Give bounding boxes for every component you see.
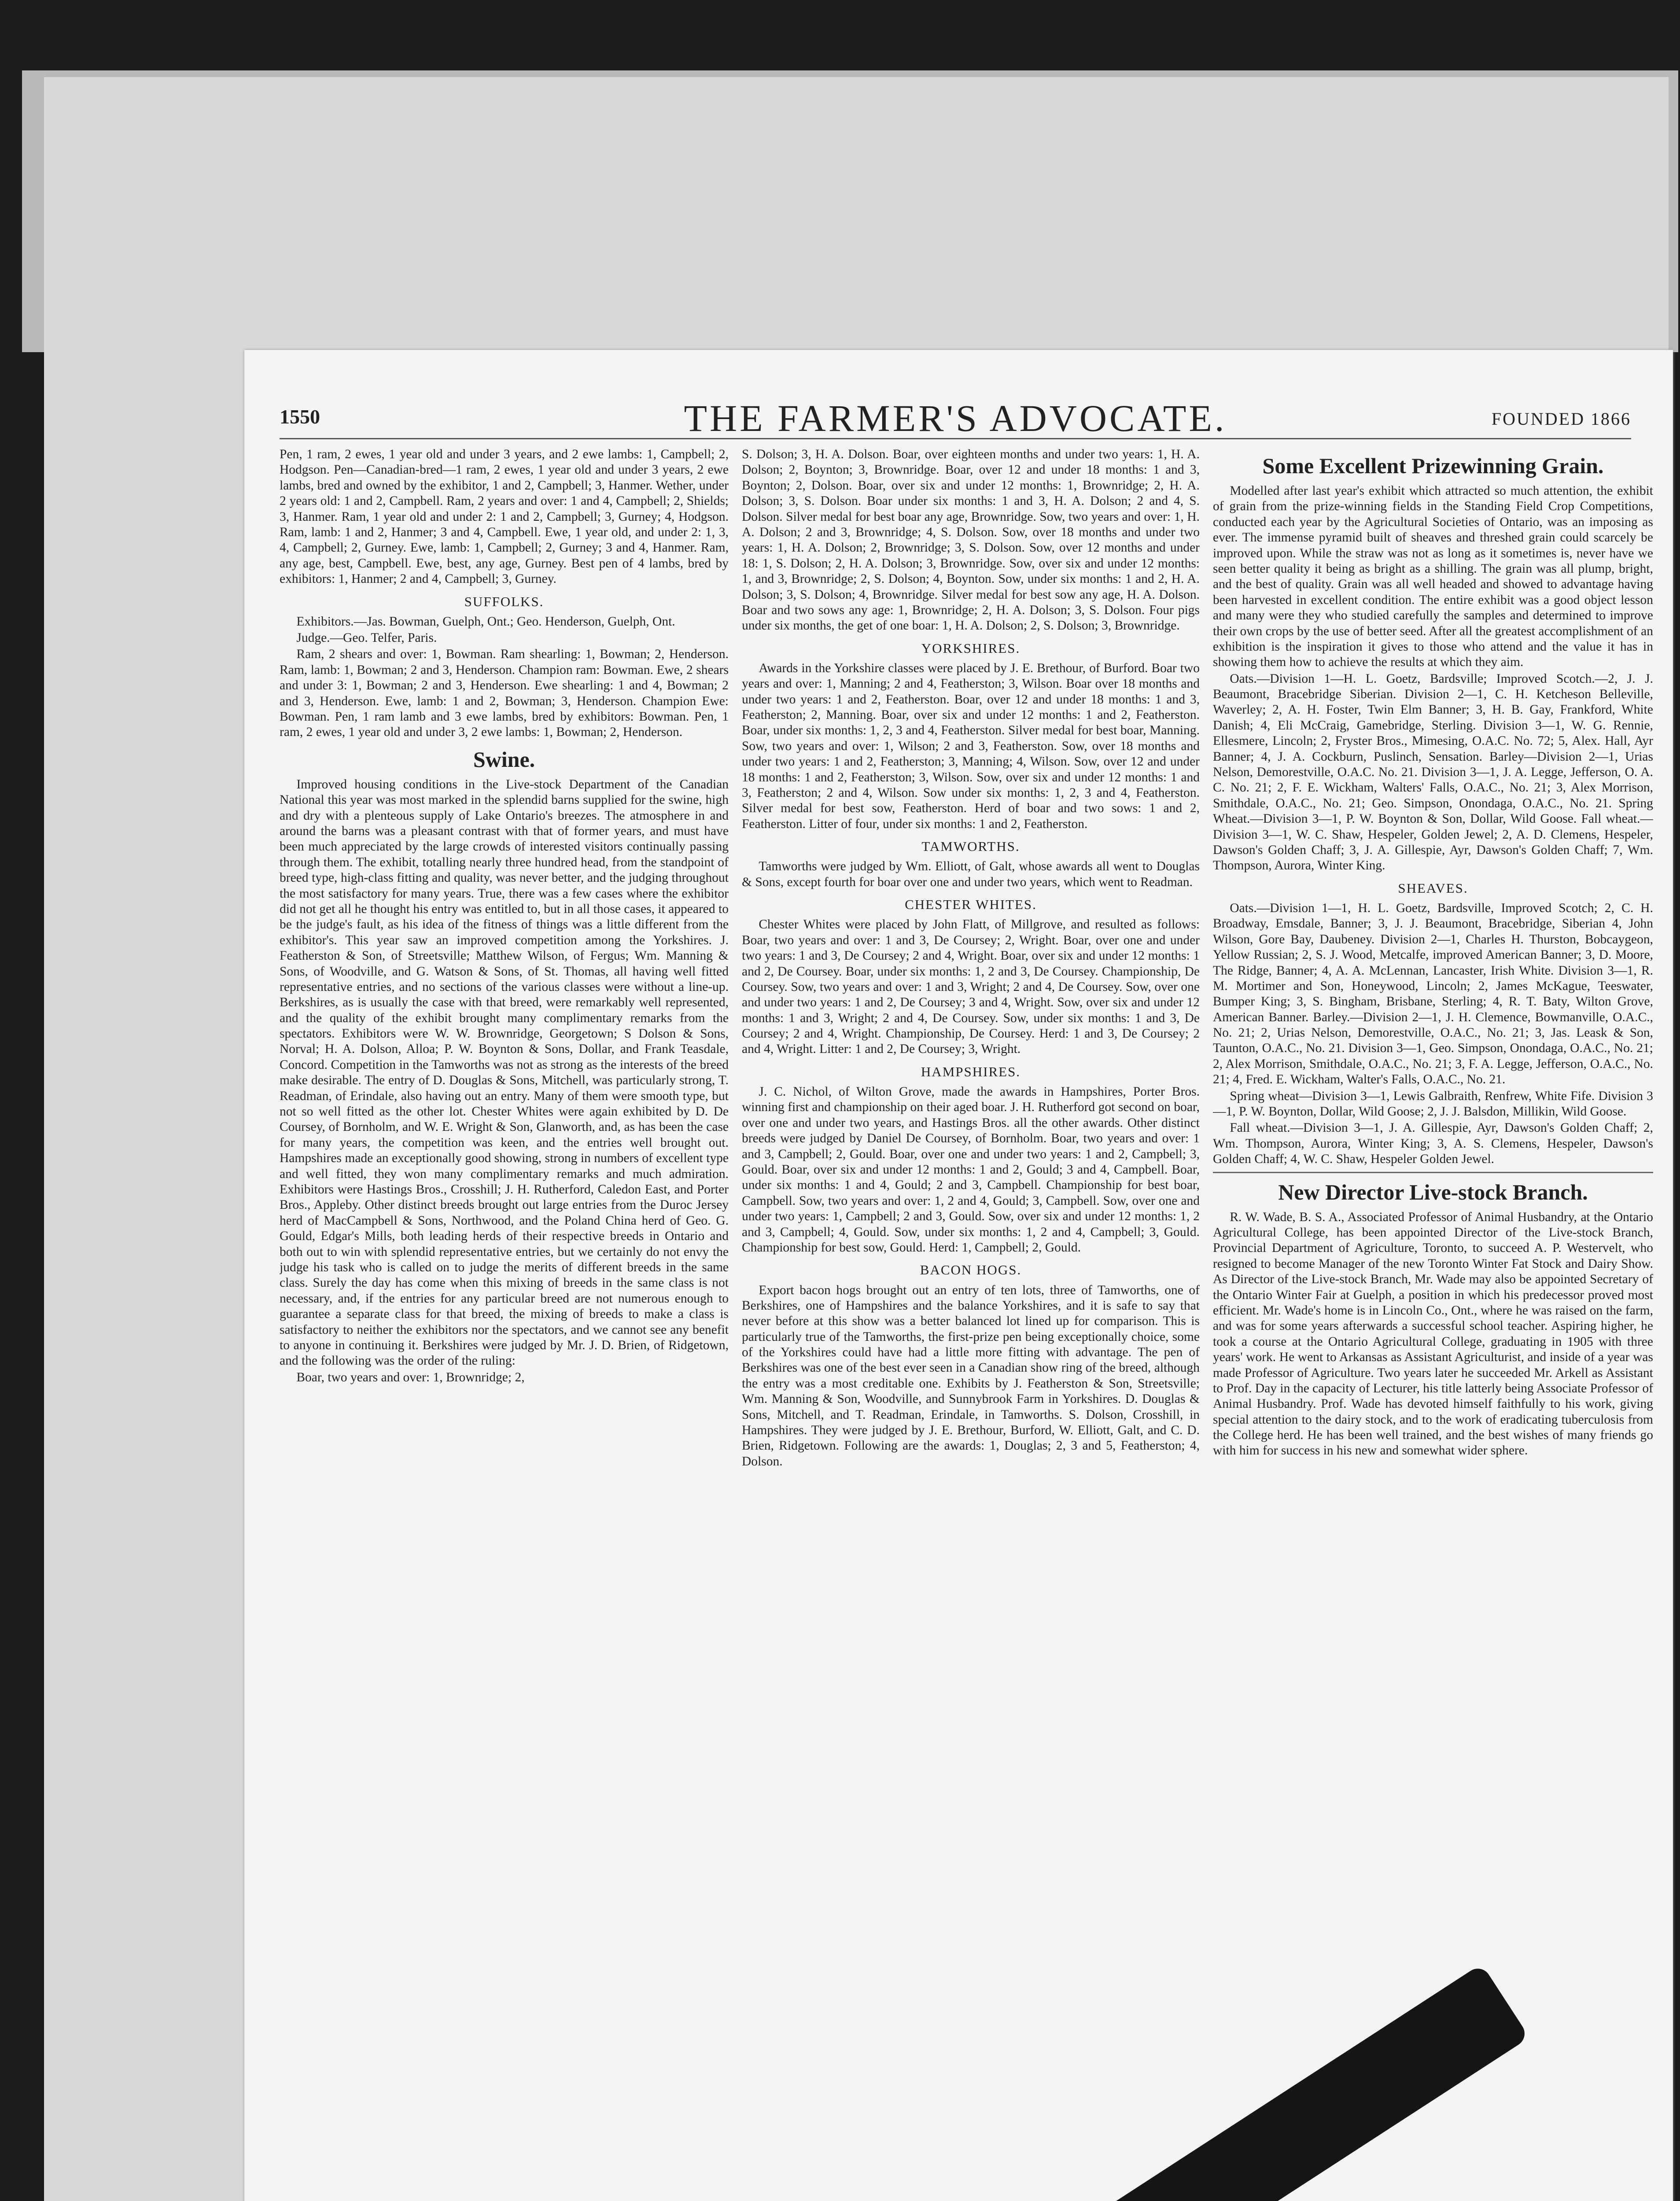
paragraph-sheaves-awards: Oats.—Division 1—1, H. L. Goetz, Bardsville, Improved Scotch; 2, C. H. Broadway, Emsdale, Banner; 3, J. J. Beaumont, Bracebridge, Siberian 4, John Wilson, Gore Bay, Daubeney. Division 2—1, Charles H. Thurston, Bobcaygeon, Yellow Russian; 2, S. J. Wood, Metcalfe, improved American Banner; 3, D. Moore, The Ridge, Banner; 4, A. A. McLennan, Lancaster, Irish White. Division 3—1, R. M. Mortimer and Son, Honeywood, Lincoln; 2, James McKague, Teeswater, Bumper King; 3, S. Bingham, Brisbane, Sterling; 4, R. T. Baty, Wilton Grove, American Banner. Barley.—Division 2—1, J. H. Clemence, Bowmanville, O.A.C., No. 21; 2, Urias Nelson, Demorestville, O.A.C., No. 21; 3, Jas. Leask & Son, Taunton, O.A.C., No. 21. Division 3—1, Geo. Simpson, Onondaga, O.A.C., No. 21; 2, Alex Morrison, Smithdale, O.A.C., No. 21; 3, F. A. Legge, Jefferson, O.A.C., No. 21; 4, Fred. E. Wickham, Walter's Falls, O.A.C., No. 21. xyxy=(1213,901,1653,1087)
subheading-hampshires: HAMPSHIRES. xyxy=(921,1064,1021,1079)
paragraph-swine-berkshire-awards: Boar, two years and over: 1, Brownridge; 2, xyxy=(296,1370,525,1384)
heading-prizewinning-grain: Some Excellent Prizewinning Grain. xyxy=(1262,453,1604,478)
subheading-suffolks: SUFFOLKS. xyxy=(464,593,544,609)
heading-swine: Swine. xyxy=(473,747,535,772)
header-rule xyxy=(280,438,1631,439)
paragraph-bacon-hogs: Export bacon hogs brought out an entry of ten lots, three of Tamworths, one of Berkshires, one of Hampshires and the balance Yorkshires, and it is safe to say that never before at this show was a better balanced lot lined up for comparison. This is particularly true of the Tamworths, the first-prize pen being exceptionally choice, some of the Yorkshires could have had a little more fitting with advantage. The pen of Berkshires was one of the best ever seen in a Canadian show ring of the breed, although the entry was a most creditable one. Exhibits by J. Featherston & Son, Streetsville; Wm. Manning & Son, Woodville, and Sunnybrook Farm in Yorkshires. D. Douglas & Sons, Mitchell, and T. Readman, Erindale, in Tamworths. S. Dolson, Crosshill, in Hampshires. They were judged by J. E. Brethour, Burford, W. Elliott, Galt, and C. D. Brien, Ridgetown. Following are the awards: 1, Douglas; 2, 3 and 5, Featherston; 4, Dolson. xyxy=(742,1283,1200,1469)
paragraph-swine-report: Improved housing conditions in the Live-stock Department of the Canadian National this year was most marked in the splendid barns supplied for the swine, high and dry with a plenteous supply of Lake Ontario's breezes. The atmosphere in and around the barns was a pleasant contrast with that of former years, and must have been much appreciated by the large crowds of interested visitors continually passing through them. The exhibit, totalling nearly three hundred head, from the standpoint of breed type, high-class fitting and quality, was never better, and the judging throughout the most satisfactory for many years. True, there was a few cases where the exhibitor did not get all he thought his entry was entitled to, but in all those cases, it appeared to be the judge's fault, as his idea of the fitness of things was a little different from the exhibitor's. This year saw an improved competition among the Yorkshires. J. Featherston & Son, of Streetsville; Matthew Wilson, of Fergus; Wm. Manning & Sons, of Woodville, and G. Watson & Sons, of St. Thomas, all having well fitted representative entries, and no sections of the various classes were without a line-up. Berkshires, as is usually the case with that breed, were remarkably well represented, and the quality of the exhibit brought many complimentary remarks from the spectators. Exhibitors were W. W. Brownridge, Georgetown; S Dolson & Sons, Norval; H. A. Dolson, Alloa; P. W. Boynton & Sons, Dollar, and Frank Teasdale, Concord. Competition in the Tamworths was not as strong as the interests of the breed make desirable. The entry of D. Douglas & Sons, Mitchell, was particularly strong, T. Readman, of Erindale, also having out an entry. Many of them were smooth type, but not so well fitted as the other lot. Chester Whites were again exhibited by D. De Coursey, of Bornholm, and W. E. Wright & Son, Glanworth, and, as has been the case for many years, the competition was keen, and the entries well brought out. Hampshires made an exceptionally good showing, strong in numbers of excellent type and well fitted, they won many complimentary remarks and much admiration. Exhibitors were Hastings Bros., Crosshill; J. H. Rutherford, Caledon East, and Porter Bros., Appleby. Other distinct breeds brought out large entries from the Duroc Jersey herd of MacCampbell & Sons, Northwood, and the Poland China herd of Geo. G. Gould, Edgar's Mills, both leading herds of their respective breeds in Ontario and both out to win with splendid representative entries, but we certainly do not envy the judge his task who is called on to judge the merits of different breeds in the same class. Surely the day has come when this mixing of breeds in the same class is not necessary, and, if the entries for any particular breed are not numerous enough to guarantee a separate class for that breed, the mixing of breeds to make a class is satisfactory to neither the exhibitors nor the spectators, and we cannot see any benefit to anyone in continuing it. Berkshires were judged by Mr. J. D. Brien, of Ridgetown, and the following was the order of the ruling: xyxy=(280,777,729,1368)
paragraph-sheep-awards: Pen, 1 ram, 2 ewes, 1 year old and under 3 years, and 2 ewe lambs: 1, Campbell; 2, Hodgson. Pen—Canadian-bred—1 ram, 2 ewes, 1 year old and under 3 years, 2 ewe lambs, bred and owned by the exhibitor, 1 and 2, Campbell; 3, Hanmer. Wether, under 2 years old: 1 and 2, Campbell. Ram, 2 years and over: 1 and 4, Campbell; 2, Shields; 3, Hanmer. Ram, 1 year old and under 2: 1 and 2, Campbell; 3, Gurney; 4, Hodgson. Ram, lamb: 1 and 2, Hanmer; 3 and 4, Campbell. Ewe, 1 year old, and under 2: 1, 3, 4, Campbell; 2, Gurney. Ewe, lamb: 1, Campbell; 2, Gurney; 3 and 4, Hanmer. Ram, any age, best, Campbell. Ewe, best, any age, Gurney. Best pen of 4 lambs, bred by exhibitors: 1, Hanmer; 2 and 4, Campbell; 3, Gurney. xyxy=(280,447,729,586)
subheading-tamworths: TAMWORTHS. xyxy=(921,839,1020,854)
paragraph-berkshire-awards-cont: S. Dolson; 3, H. A. Dolson. Boar, over eighteen months and under two years: 1, H. A. Dolson; 2, Boynton; 3, Brownridge. Boar, over 12 and under 18 months: 1 and 3, Boynton; 2, Dolson. Boar, over six and under 12 months: 1, Brownridge; 2, H. A. Dolson; 3, S. Dolson. Boar under six months: 1 and 3, H. A. Dolson; 2 and 4, S. Dolson. Silver medal for best boar any age, Brownridge. Sow, two years and over: 1, H. A. Dolson; 2 and 3, Brownridge; 4, S. Dolson. Sow, over 18 months and under two years: 1, H. A. Dolson; 2, Brownridge; 3, S. Dolson. Sow, over 12 months and under 18: 1, S. Dolson; 2, H. A. Dolson; 3, Brownridge. Sow, over six and under 12 months: 1, and 3, Brownridge; 2, S. Dolson; 4, Boynton. Sow, under six months: 1 and 2, H. A. Dolson; 3, S. Dolson; 4, Brownridge. Silver medal for best sow any age, H. A. Dolson. Boar and two sows any age: 1, Brownridge; 2, H. A. Dolson; 3, S. Dolson. Four pigs under six months, the get of one boar: 1, H. A. Dolson; 2, S. Dolson; 3, Brownridge. xyxy=(742,447,1200,633)
column-3 xyxy=(1213,447,1653,2201)
paragraph-chester-whites: Chester Whites were placed by John Flatt, of Millgrove, and resulted as follows: Boar, two years and over: 1 and 3, De Coursey; 2, Wright. Boar, over one and under two years: 1 and 3, De Coursey; 2 and 4, Wright. Boar, over six and under 12 months: 1 and 2, De Coursey. Boar, under six months: 1, 2 and 3, De Coursey. Championship, De Coursey. Sow, two years and over: 1 and 3, Wright; 2 and 4, De Coursey. Sow, over one and under two years: 1 and 2, De Coursey; 3 and 4, Wright. Sow, over six and under 12 months: 1 and 3, Wright; 2 and 4, De Coursey. Sow, under six months: 1 and 3, De Coursey; 2 and 4, Wright. Championship, De Coursey. Herd: 1 and 3, De Coursey; 2 and 4, Wright. Litter: 1 and 2, De Coursey; 3, Wright. xyxy=(742,917,1200,1056)
subheading-sheaves: SHEAVES. xyxy=(1398,880,1468,896)
paragraph-suffolks-exhibitors: Exhibitors.—Jas. Bowman, Guelph, Ont.; Geo. Henderson, Guelph, Ont. xyxy=(296,614,675,629)
newspaper-page xyxy=(244,350,1673,2201)
paragraph-hampshires: J. C. Nichol, of Wilton Grove, made the awards in Hampshires, Porter Bros. winning first and championship on their aged boar. J. H. Rutherford got second on boar, over one and under two years, and Hastings Bros. all the other awards. Other distinct breeds were judged by Daniel De Coursey, of Bornholm. Boar, two years and over: 1 and 3, Campbell; 2, Gould. Boar, over one and under two years: 1 and 2, Campbell; 3, Gould. Boar, over six and under 12 months: 1 and 2, Gould; 3 and 4, Campbell. Boar, under six months: 1 and 4, Gould; 2 and 3, Campbell. Championship for best boar, Campbell. Sow, two years and over: 1, 2 and 4, Gould; 3, Campbell. Sow, over one and under two years: 1, Campbell; 2 and 3, Gould. Sow, over six and under 12 months: 1, 2 and 3, Campbell; 4, Gould. Sow, under six months: 1, 2 and 4, Campbell; 3, Gould. Championship for best sow, Gould. Herd: 1, Campbell; 2, Gould. xyxy=(742,1085,1200,1255)
paragraph-grain-exhibit: Modelled after last year's exhibit which attracted so much attention, the exhibit of grain from the prize-winning fields in the Standing Field Crop Competitions, conducted each year by the Agricultural Societies of Ontario, was an imposing as ever. The immense pyramid built of sheaves and threshed grain could scarcely be improved upon. While the straw was not as long as it sometimes is, never have we seen better quality it being as bright as a shilling. The grain was all plump, bright, and the best of quality. Grain was all well headed and showed to advantage having been harvested in excellent condition. The entire exhibit was a good object lesson and many were they who studied carefully the samples and determined to improve their own crops by the use of better seed. After all the greatest accomplishment of an exhibition is the inspiration it gives to those who attend and the value it has in showing them how to achieve the results at which they aim. xyxy=(1213,484,1653,670)
subheading-chester-whites: CHESTER WHITES. xyxy=(905,897,1037,913)
paragraph-suffolks-judge: Judge.—Geo. Telfer, Paris. xyxy=(296,631,437,645)
masthead-title: THE FARMER'S ADVOCATE. xyxy=(684,397,1227,439)
column-1 xyxy=(280,447,729,2201)
founded-label: FOUNDED 1866 xyxy=(1491,409,1631,429)
paragraph-new-director: R. W. Wade, B. S. A., Associated Professor of Animal Husbandry, at the Ontario Agricultural College, has been appointed Director of the Live-stock Branch, Provincial Department of Agriculture, Toronto, to succeed A. P. Westervelt, who resigned to become Manager of the new Toronto Winter Fat Stock and Dairy Show. As Director of the Live-stock Branch, Mr. Wade may also be appointed Secretary of the Ontario Winter Fair at Guelph, a position in which his predecessor proved most efficient. Mr. Wade's home is in Lincoln Co., Ont., where he was raised on the farm, and was for some years afterwards a successful school teacher. Aspiring higher, he took a course at the Ontario Agricultural College, graduating in 1905 with three years' work. He went to Arkansas as Assistant Agriculturist, and inside of a year was made Professor of Agriculture. Two years later he succeeded Mr. Arkell as Assistant to Prof. Day in the capacity of Lecturer, his title latterly being Associate Professor of Animal Husbandry. Prof. Wade has devoted himself faithfully to his work, giving special attention to the dairy stock, and to the work of eradicating tuberculosis from the College herd. He has been well trained, and the best wishes of many friends go with him for success in his new and somewhat wider sphere. xyxy=(1213,1210,1653,1458)
paragraph-sheaves-spring-wheat: Spring wheat—Division 3—1, Lewis Galbraith, Renfrew, White Fife. Division 3—1, P. W. Boynton, Dollar, Wild Goose; 2, J. J. Balsdon, Millikin, Wild Goose. xyxy=(1213,1089,1653,1119)
page-number: 1550 xyxy=(280,405,320,428)
page-header xyxy=(280,396,1631,439)
column-2 xyxy=(742,447,1200,2201)
paragraph-suffolks-awards: Ram, 2 shears and over: 1, Bowman. Ram shearling: 1, Bowman; 2, Henderson. Ram, lamb: 1, Bowman; 2 and 3, Henderson. Champion ram: Bowman. Ewe, 2 shears and under 3: 1, Bowman; 2 and 3, Henderson. Ewe shearling: 1 and 4, Bowman; 2 and 3, Henderson. Ewe, lamb: 1 and 2, Bowman; 3, Henderson. Champion Ewe: Bowman. Pen, 1 ram lamb and 3 ewe lambs, bred by exhibitors: Bowman. Pen, 1 ram, 2 ewes, 1 year old and under 3, 2 ewe lambs: 1, Bowman; 2, Henderson. xyxy=(280,647,729,740)
paragraph-grain-awards: Oats.—Division 1—H. L. Goetz, Bardsville; Improved Scotch.—2, J. J. Beaumont, Bracebridge Siberian. Division 2—1, C. H. Ketcheson Belleville, Waverley; 2, A. H. Foster, Twin Elm Banner; 3, H. B. Gay, Frankford, White Danish; 4, Eli McCraig, Gamebridge, Sterling. Division 3—1, W. G. Rennie, Ellesmere, Lincoln; 2, Fryster Bros., Mimesing, O.A.C. No. 72; 5, Alex. Hall, Ayr Banner; 4, J. A. Cockburn, Puslinch, Sensation. Barley—Division 2—1, Urias Nelson, Demorestville, O.A.C. No. 21. Division 3—1, J. A. Legge, Jefferson, O. A. C. No. 21; 2, F. E. Wickham, Walters' Falls, O.A.C., No. 21; 3, Alex Morrison, Smithdale, O.A.C., No. 21; Geo. Simpson, Onondaga, O.A.C., No. 21. Spring Wheat.—Division 3—1, P. W. Boynton & Son, Dollar, Wild Goose. Fall wheat.—Division 3—1, W. C. Shaw, Hespeler, Golden Jewel; 2, A. D. Clemens, Hespeler, Dawson's Golden Chaff; 3, J. A. Gillespie, Ayr, Dawson's Golden Chaff; 7, Wm. Thompson, Aurora, Winter King. xyxy=(1213,671,1653,873)
section-rule xyxy=(1213,1172,1653,1173)
heading-new-director: New Director Live-stock Branch. xyxy=(1278,1179,1588,1204)
paragraph-sheaves-fall-wheat: Fall wheat.—Division 3—1, J. A. Gillespie, Ayr, Dawson's Golden Chaff; 2, Wm. Thompson, Aurora, Winter King; 3, A. S. Clemens, Hespeler, Dawson's Golden Chaff; 4, W. C. Shaw, Hespeler Golden Jewel. xyxy=(1213,1121,1653,1167)
paragraph-tamworths: Tamworths were judged by Wm. Elliott, of Galt, whose awards all went to Douglas & Sons, except fourth for boar over one and under two years, which went to Readman. xyxy=(742,859,1200,889)
subheading-yorkshires: YORKSHIRES. xyxy=(921,640,1021,656)
paragraph-yorkshires: Awards in the Yorkshire classes were placed by J. E. Brethour, of Burford. Boar two years and over: 1, Manning; 2 and 4, Featherston; 3, Wilson. Boar over 18 months and under two years: 1 and 2, Featherston. Boar, over 12 and under 18 months: 1 and 3, Featherston; 2, Manning. Boar, over six and under 12 months: 1 and 2, Featherston. Boar, under six months: 1, 2, 3 and 4, Featherston. Silver medal for best boar, Manning. Sow, two years and over: 1, Wilson; 2 and 3, Featherston. Sow, over 18 months and under two years: 1 and 2, Featherston; 3, Manning; 4, Wilson. Sow, over 12 and under 18 months: 1 and 2, Featherston; 3, Wilson. Sow, over six and under 12 months: 1 and 3, Featherston; 2 and 4, Wilson. Sow under six months: 1, 2, 3 and 4, Featherston. Silver medal for best sow, Featherston. Herd of boar and two sows: 1 and 2, Featherston. Litter of four, under six months: 1 and 2, Featherston. xyxy=(742,661,1200,831)
subheading-bacon-hogs: BACON HOGS. xyxy=(920,1262,1022,1278)
